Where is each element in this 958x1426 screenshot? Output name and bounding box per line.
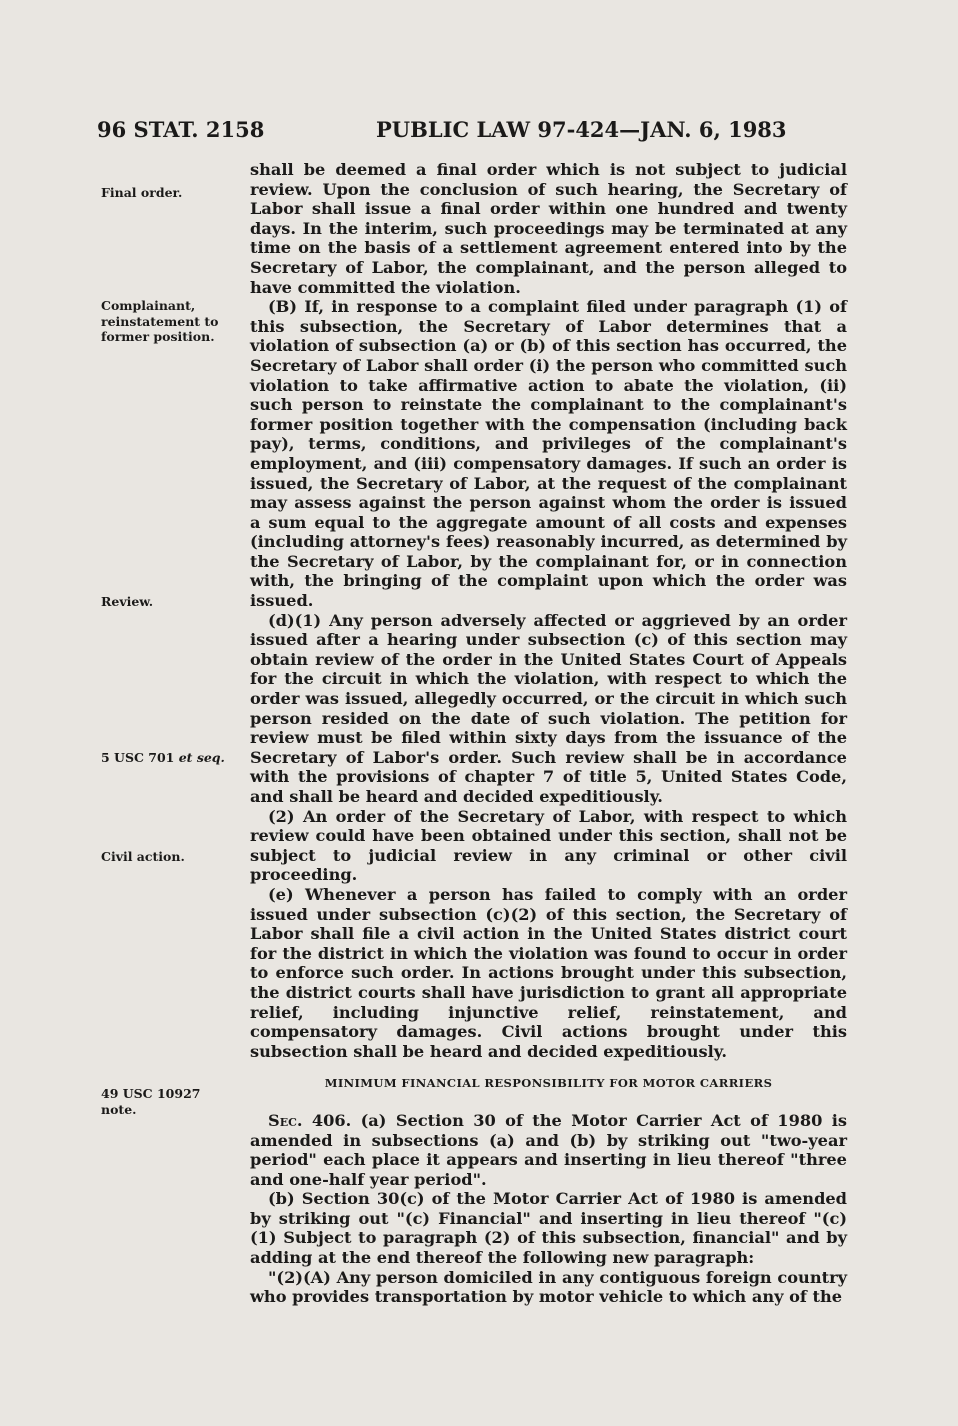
- paragraph-civil-action: (e) Whenever a person has failed to comply with an order issued under subsection (c)(2) of this section, the Secretary of Labor shall file a civil action in the United States district court for the district in which the violation was found to occur in order to enforce such order. In actions brought under this subsection, the district courts shall have jurisdiction to grant all appropriate relief, including injunctive relief, reinstatement, and compensatory damages. Civil actions brought under this subsection shall be heard and decided expeditiously.: [250, 884, 847, 1061]
- paragraph-judicial-review-bar: (2) An order of the Secretary of Labor, with respect to which review could have been obtained under this section, shall not be subject to judicial review in any criminal or other civil proceeding.: [250, 806, 847, 885]
- paragraph-review: (d)(1) Any person adversely affected or aggrieved by an order issued after a hearing under subsection (c) of this section may obtain review of the order in the United States Court of Appeals for the circuit in which the violation, with respect to which the order was issued, allegedly occurred, or the circuit in which such person resided on the date of such violation. The petition for review must be filed within sixty days from the issuance of the Secretary of Labor's order. Such review shall be in accordance with the provisions of chapter 7 of title 5, United States Code, and shall be heard and decided expeditiously.: [250, 610, 847, 806]
- paragraph-final-order: shall be deemed a final order which is not subject to judicial review. Upon the conclusion of such hearing, the Secretary of Labor shall issue a final order within one hundred and twenty days. In the interim, such proceedings may be terminated at any time on the basis of a settlement agreement entered into by the Secretary of Labor, the complainant, and the person alleged to have committed the violation.: [250, 160, 847, 297]
- margin-note-line: Complainant,: [101, 298, 196, 313]
- paragraph-sec-406-b: (b) Section 30(c) of the Motor Carrier Act of 1980 is amended by striking out "(c) Financial" and inserting in lieu thereof "(c)(1) Subject to paragraph (2) of this subsection, financial" and by adding at the end thereof the following new paragraph:: [250, 1189, 847, 1268]
- paragraph-complainant-remedy: (B) If, in response to a complaint filed under paragraph (1) of this subsection, the Secretary of Labor determines that a violation of subsection (a) or (b) of this section has occurred, the Secretary of Labor shall order (i) the person who committed such violation to take affirmative action to abate the violation, (ii) such person to reinstate the complainant to the complainant's former position together with the compensation (including back pay), terms, conditions, and privileges of the complainant's employment, and (iii) compensatory damages. If such an order is issued, the Secretary of Labor, at the request of the complainant may assess against the person against whom the order is issued a sum equal to the aggregate amount of all costs and expenses (including attorney's fees) reasonably incurred, as determined by the Secretary of Labor, by the complainant for, or in connection with, the bringing of the complaint upon which the order was issued.: [250, 297, 847, 611]
- section-label: Sec.: [268, 1110, 303, 1130]
- margin-note-line: reinstatement to: [101, 313, 219, 329]
- margin-note-49-usc-10927: [101, 1086, 241, 1117]
- margin-note-line: former position.: [101, 329, 215, 344]
- margin-note-final-order: Final order.: [101, 185, 183, 200]
- paragraph-2-a: "(2)(A) Any person domiciled in any contiguous foreign country who provides transportation by motor vehicle to which any of the: [250, 1267, 847, 1307]
- section-heading: MINIMUM FINANCIAL RESPONSIBILITY FOR MOTOR CARRIERS: [324, 1076, 773, 1091]
- margin-note-review: Review.: [101, 594, 154, 609]
- paragraph-sec-406-a: [250, 1111, 847, 1189]
- page-number-header: 96 STAT. 2158: [97, 117, 265, 142]
- margin-note-citation: 5 USC 701: [101, 750, 175, 765]
- statute-body-text: [250, 160, 847, 1307]
- paragraph-sec-406-a-text: 406. (a) Section 30 of the Motor Carrier Act of 1980 is amended in subsections (a) and (b) by striking out "two-year period" each place it appears and inserting in lieu thereof "three and one-half year period".: [250, 1110, 847, 1189]
- margin-note-complainant: [101, 298, 241, 345]
- margin-note-5-usc-701: [101, 750, 241, 766]
- margin-note-line: 49 USC 10927: [101, 1086, 201, 1101]
- margin-note-citation-suffix: et seq.: [178, 750, 225, 765]
- margin-note-civil-action: Civil action.: [101, 849, 185, 864]
- running-title-header: PUBLIC LAW 97-424—JAN. 6, 1983: [376, 117, 787, 142]
- margin-note-line: note.: [101, 1101, 137, 1117]
